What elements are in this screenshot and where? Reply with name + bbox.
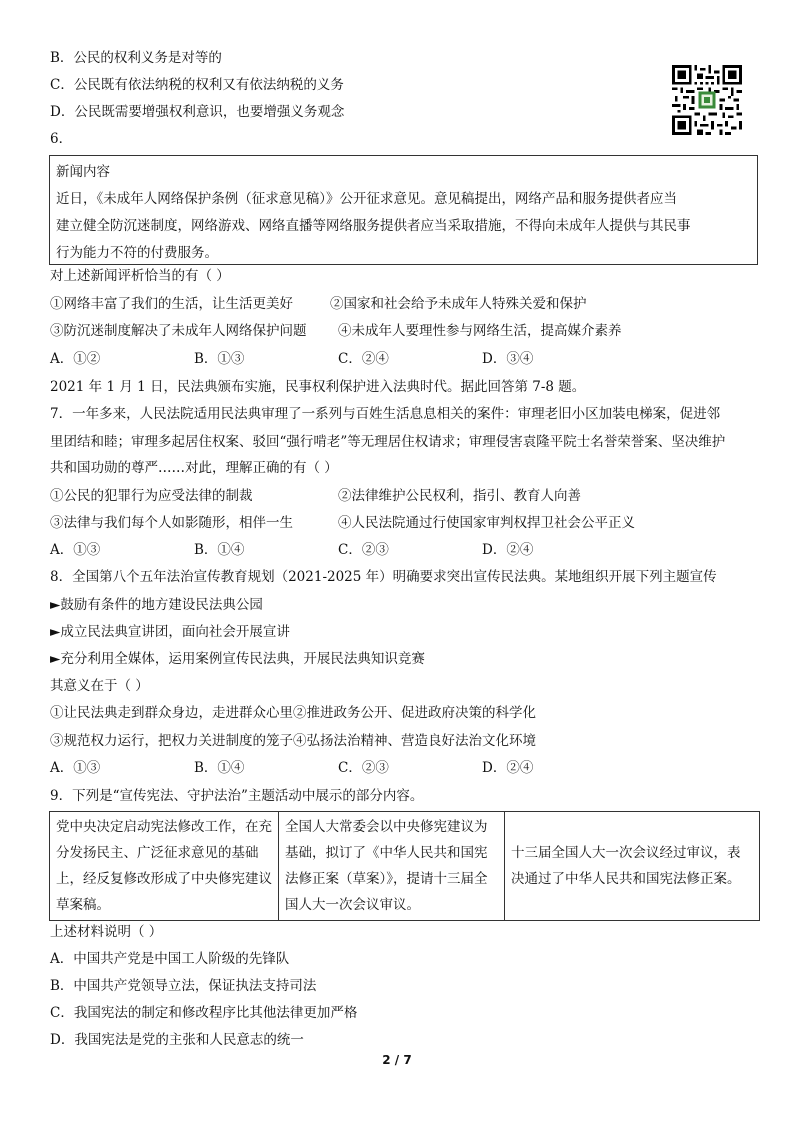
- q6-option-b: B．①③: [194, 351, 245, 367]
- q7-option-d: D．②④: [482, 542, 534, 558]
- q7-stem-line: 7．一年多来，人民法院适用民法典审理了一系列与百姓生活息息相关的案件：审理老旧小区加装电梯案，促进邻: [50, 406, 721, 422]
- q8-option-c: C．②③: [338, 760, 389, 776]
- q8-question: 其意义在于（ ）: [50, 678, 149, 694]
- qr-code-icon: [672, 65, 742, 135]
- q8-bullet: ►成立民法典宣讲团，面向社会开展宣讲: [50, 624, 290, 640]
- q9-option-b: B．中国共产党领导立法，保证执法支持司法: [50, 978, 317, 994]
- q6-number: 6．: [50, 131, 73, 147]
- q8-items-line-2: ③规范权力运行，把权力关进制度的笼子④弘扬法治精神、营造良好法治文化环境: [50, 733, 536, 749]
- q5-option-c: C．公民既有依法纳税的权利又有依法纳税的义务: [50, 77, 344, 93]
- q6-item-2: ②国家和社会给予未成年人特殊关爱和保护: [330, 296, 587, 312]
- q7-option-c: C．②③: [338, 542, 389, 558]
- q7-option-a: A．①③: [50, 542, 101, 558]
- q6-item-3: ③防沉迷制度解决了未成年人网络保护问题: [50, 323, 307, 339]
- q9-question: 上述材料说明（ ）: [50, 924, 163, 940]
- q7-item-3: ③法律与我们每个人如影随形，相伴一生: [50, 515, 293, 531]
- page-number: 2 / 7: [382, 1053, 412, 1067]
- q8-stem: 8．全国第八个五年法治宣传教育规划（2021-2025 年）明确要求突出宣传民法典。某地组织开展下列主题宣传: [50, 569, 717, 585]
- q9-cell-2: 全国人大常委会以中央修宪建议为基础，拟订了《中华人民共和国宪法修正案（草案）》，提请十三届全国人大一次会议审议。: [279, 812, 505, 921]
- q6-item-1: ①网络丰富了我们的生活，让生活更美好: [50, 296, 293, 312]
- q9-option-a: A．中国共产党是中国工人阶级的先锋队: [50, 951, 290, 967]
- q7-option-b: B．①④: [194, 542, 245, 558]
- q9-option-c: C．我国宪法的制定和修改程序比其他法律更加严格: [50, 1005, 358, 1021]
- q7-item-1: ①公民的犯罪行为应受法律的制裁: [50, 488, 253, 504]
- q6-option-a: A．①②: [50, 351, 101, 367]
- q6-news-line: 建立健全防沉迷制度，网络游戏、网络直播等网络服务提供者应当采取措施，不得向未成年人提供与其民事: [56, 218, 691, 234]
- q9-cell-1: 党中央决定启动宪法修改工作，在充分发扬民主、广泛征求意见的基础上，经反复修改形成了中央修宪建议草案稿。: [50, 812, 279, 921]
- q6-option-c: C．②④: [338, 351, 389, 367]
- q7-stem-line: 共和国功勋的尊严……对此，理解正确的有（ ）: [50, 460, 338, 476]
- q6-news-box: [49, 155, 758, 265]
- q8-option-a: A．①③: [50, 760, 101, 776]
- q6-news-title: 新闻内容: [56, 164, 110, 180]
- q8-items-line-1: ①让民法典走到群众身边，走进群众心里②推进政务公开、促进政府决策的科学化: [50, 705, 536, 721]
- q6-stem: 对上述新闻评析恰当的有（ ）: [50, 268, 230, 284]
- q8-bullet: ►鼓励有条件的地方建设民法典公园: [50, 597, 263, 613]
- q6-news-line: 近日，《未成年人网络保护条例（征求意见稿）》公开征求意见。意见稿提出，网络产品和服务提供者应当: [56, 191, 677, 207]
- q6-news-line: 行为能力不符的付费服务。: [56, 245, 218, 261]
- q9-material-table: [49, 811, 760, 921]
- q5-option-b: B．公民的权利义务是对等的: [50, 50, 222, 66]
- q7-stem-line: 里团结和睦；审理多起居住权案、驳回“强行啃老”等无理居住权请求；审理侵害袁隆平院士名誉荣誉案、坚决维护: [50, 434, 726, 450]
- q5-option-d: D．公民既需要增强权利意识，也要增强义务观念: [50, 104, 345, 120]
- q8-option-b: B．①④: [194, 760, 245, 776]
- q6-option-d: D．③④: [482, 351, 534, 367]
- q9-stem: 9．下列是“宣传宪法、守护法治”主题活动中展示的部分内容。: [50, 788, 424, 804]
- q9-cell-3: 十三届全国人大一次会议经过审议，表决通过了中华人民共和国宪法修正案。: [505, 812, 760, 921]
- q6-item-4: ④未成年人要理性参与网络生活，提高媒介素养: [338, 323, 622, 339]
- intro-7-8: 2021 年 1 月 1 日，民法典颁布实施，民事权利保护进入法典时代。据此回答第 7-8 题。: [50, 379, 586, 395]
- q8-option-d: D．②④: [482, 760, 534, 776]
- q9-option-d: D．我国宪法是党的主张和人民意志的统一: [50, 1032, 304, 1048]
- q8-bullet: ►充分利用全媒体，运用案例宣传民法典，开展民法典知识竞赛: [50, 651, 425, 667]
- q7-item-2: ②法律维护公民权利，指引、教育人向善: [338, 488, 581, 504]
- q7-item-4: ④人民法院通过行使国家审判权捍卫社会公平正义: [338, 515, 635, 531]
